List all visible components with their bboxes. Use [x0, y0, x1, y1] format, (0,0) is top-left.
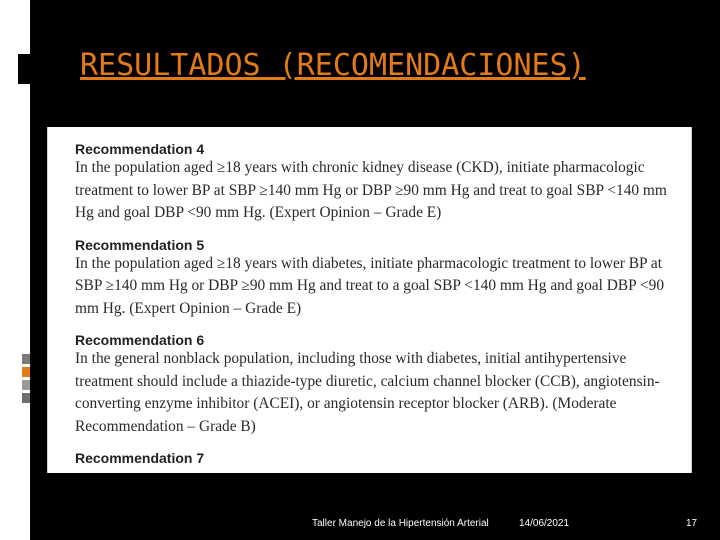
- accent-tick: [22, 354, 30, 364]
- slide-title: RESULTADOS (RECOMENDACIONES): [80, 48, 586, 83]
- recommendation-block: [48, 141, 691, 225]
- recommendation-block: [48, 332, 691, 438]
- footer-date: 14/06/2021: [519, 518, 570, 529]
- accent-tick: [22, 380, 30, 390]
- recommendation-heading: Recommendation 5: [75, 236, 205, 253]
- recommendation-text: In the population aged ≥18 years with diabetes, initiate pharmacologic treatment to lower BP at SBP ≥140 mm Hg or DBP ≥90 mm Hg and treat to a goal SBP <140 mm Hg and goal DBP <90 mm Hg. (Expert Opinion – Grade E): [75, 254, 665, 317]
- recommendation-block: [48, 237, 691, 321]
- recommendation-heading: Recommendation 4: [75, 141, 205, 157]
- recommendation-heading: Recommendation 7: [75, 450, 205, 466]
- recommendation-text: In the population aged ≥18 years with chronic kidney disease (CKD), initiate pharmacologic treatment to lower BP at SBP ≥140 mm Hg or DBP ≥90 mm Hg and treat to goal SBP <140 mm Hg and goal DBP <90 mm Hg. (Expert Opinion – Grade E): [75, 159, 667, 221]
- recommendations-image: [47, 127, 692, 473]
- footer-page-number: 17: [686, 518, 698, 529]
- left-accent-ticks: [22, 354, 30, 406]
- recommendation-heading: Recommendation 6: [75, 332, 205, 348]
- footer-title: Taller Manejo de la Hipertensión Arterial: [312, 518, 489, 529]
- recommendation-text: In the general nonblack population, including those with diabetes, initial antihypertensive treatment should include a thiazide-type diuretic, calcium channel blocker (CCB), angiotensin-converting enzyme inhibitor (ACEI), or angiotensin receptor blocker (ARB). (Moderate Recommendation – Grade B): [75, 350, 660, 435]
- accent-tick: [22, 367, 30, 377]
- recommendation-block: [48, 450, 691, 466]
- left-accent-bar: [18, 54, 30, 84]
- accent-tick: [22, 393, 30, 403]
